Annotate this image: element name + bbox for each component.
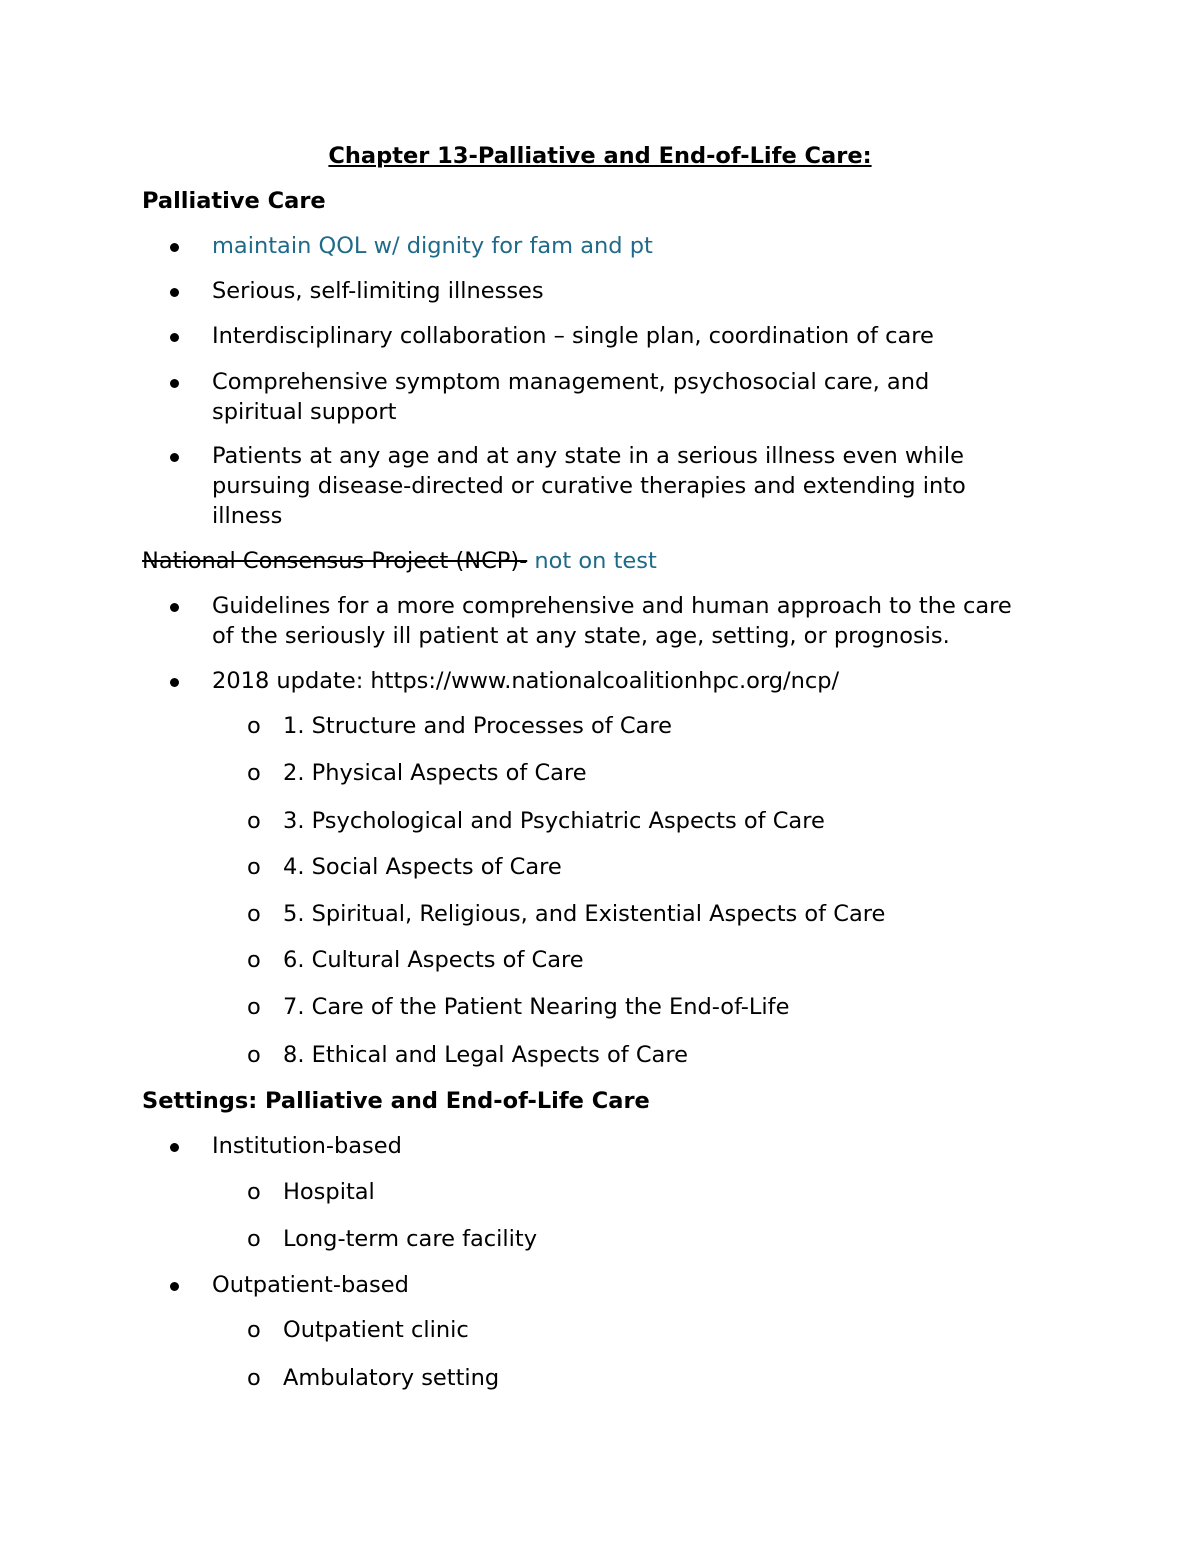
list-item-text-continued: pursuing disease-directed or curative therapies and extending into (212, 473, 966, 499)
page-title: Chapter 13-Palliative and End-of-Life Care: (328, 143, 872, 169)
sub-list-item-text: Hospital (283, 1179, 375, 1205)
circle-bullet-icon: o (247, 994, 261, 1020)
circle-bullet-icon: o (247, 760, 261, 786)
list-item-text: Comprehensive symptom management, psychosocial care, and (212, 369, 930, 395)
list-item-text: Patients at any age and at any state in a serious illness even while (212, 443, 964, 469)
circle-bullet-icon: o (247, 808, 261, 834)
ncp-heading-struck: National Consensus Project (NCP)- (142, 548, 528, 574)
sub-list-item-text: Outpatient clinic (283, 1317, 469, 1343)
bullet-icon (170, 243, 179, 252)
section-heading-settings: Settings: Palliative and End-of-Life Care (142, 1088, 650, 1114)
circle-bullet-icon: o (247, 713, 261, 739)
list-item-text: Interdisciplinary collaboration – single plan, coordination of care (212, 323, 934, 349)
bullet-icon (170, 453, 179, 462)
circle-bullet-icon: o (247, 854, 261, 880)
circle-bullet-icon: o (247, 1365, 261, 1391)
bullet-icon (170, 379, 179, 388)
bullet-icon (170, 288, 179, 297)
bullet-icon (170, 603, 179, 612)
sub-list-item-text: Ambulatory setting (283, 1365, 500, 1391)
bullet-icon (170, 1143, 179, 1152)
list-item-text: Serious, self-limiting illnesses (212, 278, 544, 304)
bullet-icon (170, 678, 179, 687)
sub-list-item-text: 3. Psychological and Psychiatric Aspects of Care (283, 808, 825, 834)
list-item-text: Outpatient-based (212, 1272, 409, 1298)
ncp-note: not on test (527, 548, 657, 574)
circle-bullet-icon: o (247, 1226, 261, 1252)
section-heading-palliative-care: Palliative Care (142, 188, 326, 214)
circle-bullet-icon: o (247, 1042, 261, 1068)
list-item-text: Guidelines for a more comprehensive and human approach to the care (212, 593, 1012, 619)
bullet-icon (170, 1282, 179, 1291)
sub-list-item-text: 7. Care of the Patient Nearing the End-of-Life (283, 994, 790, 1020)
circle-bullet-icon: o (247, 947, 261, 973)
sub-list-item-text: 5. Spiritual, Religious, and Existential Aspects of Care (283, 901, 886, 927)
sub-list-item-text: 2. Physical Aspects of Care (283, 760, 587, 786)
list-item-text-continued: of the seriously ill patient at any state, age, setting, or prognosis. (212, 623, 950, 649)
sub-list-item-text: 8. Ethical and Legal Aspects of Care (283, 1042, 688, 1068)
list-item-text-continued: spiritual support (212, 399, 397, 425)
list-item-text: maintain QOL w/ dignity for fam and pt (212, 233, 653, 259)
sub-list-item-text: 6. Cultural Aspects of Care (283, 947, 584, 973)
sub-list-item-text: Long-term care facility (283, 1226, 538, 1252)
list-item-text: Institution-based (212, 1133, 402, 1159)
list-item-text: 2018 update: https://www.nationalcoalitionhpc.org/ncp/ (212, 668, 840, 694)
sub-list-item-text: 4. Social Aspects of Care (283, 854, 562, 880)
circle-bullet-icon: o (247, 1179, 261, 1205)
circle-bullet-icon: o (247, 901, 261, 927)
circle-bullet-icon: o (247, 1317, 261, 1343)
section-heading-ncp (142, 546, 657, 576)
bullet-icon (170, 333, 179, 342)
sub-list-item-text: 1. Structure and Processes of Care (283, 713, 672, 739)
list-item-text-continued: illness (212, 503, 283, 529)
